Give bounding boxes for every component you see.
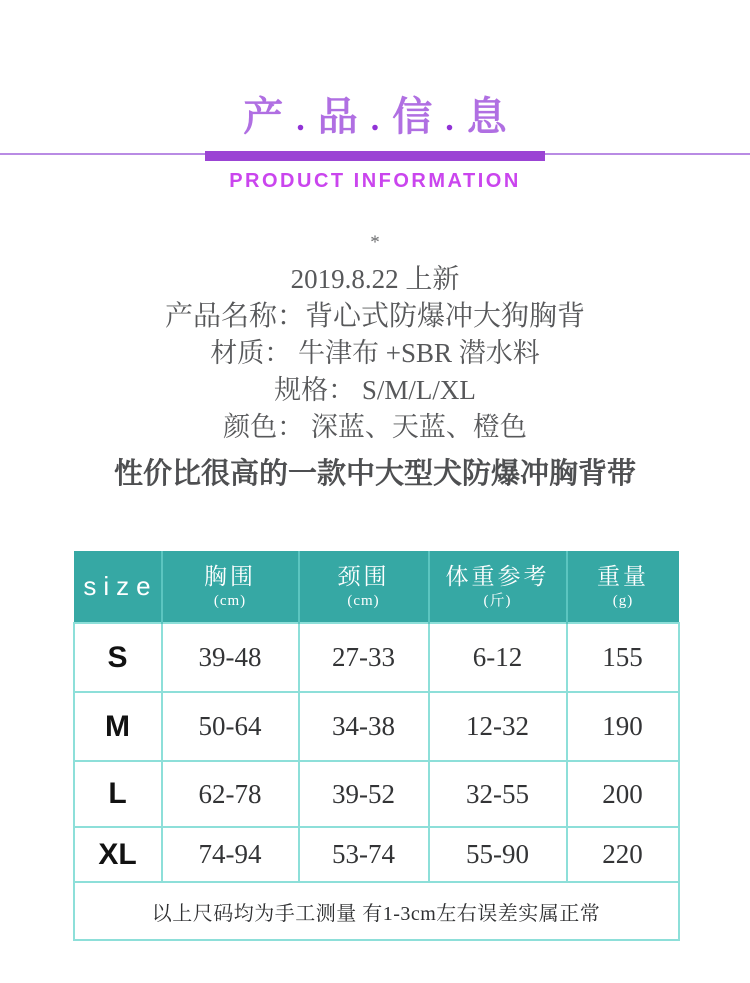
title-char: 信 (392, 94, 433, 139)
body-weight-cell: 55-90 (429, 827, 567, 882)
col-header-label: size (83, 570, 158, 601)
title-char: 产 (243, 94, 284, 139)
page-header (0, 0, 750, 193)
col-header-unit: (g) (612, 593, 634, 610)
body-weight-cell: 12-32 (429, 692, 567, 761)
size-cell: XL (74, 827, 162, 882)
title-divider (0, 151, 750, 161)
table-header-row (74, 551, 679, 623)
divider-accent-bar (205, 151, 545, 161)
material-line: 材质： 牛津布 +SBR 潜水料 (210, 338, 540, 368)
weight-cell: 220 (567, 827, 679, 882)
size-cell: L (74, 761, 162, 827)
page-subtitle: PRODUCT INFORMATION (229, 170, 521, 192)
size-table (73, 551, 680, 941)
col-header-unit: (斤) (483, 593, 512, 610)
asterisk-mark: * (370, 232, 380, 253)
product-details (0, 261, 750, 446)
chest-cell: 39-48 (162, 623, 299, 692)
chest-cell: 62-78 (162, 761, 299, 827)
col-header-unit: (cm) (347, 593, 380, 610)
col-header-label: 体重参考 (445, 563, 550, 589)
table-row-xl (74, 827, 679, 882)
col-header-label: 重量 (597, 563, 649, 589)
size-table-container (73, 551, 678, 941)
col-header-label: 胸围 (204, 563, 256, 589)
tagline: 性价比很高的一款中大型犬防爆冲胸背带 (113, 458, 636, 490)
title-char: 品 (317, 94, 358, 139)
table-row-l (74, 761, 679, 827)
col-header-weight (567, 551, 679, 623)
col-header-neck (299, 551, 429, 623)
table-row-m (74, 692, 679, 761)
col-header-body-weight (429, 551, 567, 623)
chest-cell: 74-94 (162, 827, 299, 882)
col-header-unit: (cm) (213, 593, 247, 610)
size-cell: S (74, 623, 162, 692)
col-header-chest (162, 551, 299, 623)
title-dot: . (296, 101, 305, 138)
neck-cell: 53-74 (299, 827, 429, 882)
col-header-size (74, 551, 162, 623)
table-note-row (74, 882, 679, 940)
title-char: 息 (466, 94, 507, 139)
title-dot: . (370, 101, 380, 138)
product-name: 产品名称：背心式防爆冲大狗胸背 (164, 301, 585, 332)
col-header-label: 颈围 (337, 563, 390, 589)
weight-cell: 190 (567, 692, 679, 761)
size-cell: M (74, 692, 162, 761)
body-weight-cell: 32-55 (429, 761, 567, 827)
neck-cell: 34-38 (299, 692, 429, 761)
body-weight-cell: 6-12 (429, 623, 567, 692)
page-title (0, 94, 750, 139)
weight-cell: 155 (567, 623, 679, 692)
table-note: 以上尺码均为手工测量 有1-3cm左右误差实属正常 (74, 882, 679, 940)
neck-cell: 27-33 (299, 623, 429, 692)
title-dot: . (445, 101, 454, 138)
table-row-s (74, 623, 679, 692)
spec-line: 规格： S/M/L/XL (274, 375, 476, 405)
chest-cell: 50-64 (162, 692, 299, 761)
neck-cell: 39-52 (299, 761, 429, 827)
color-options-line: 颜色： 深蓝、天蓝、橙色 (223, 412, 527, 442)
weight-cell: 200 (567, 761, 679, 827)
release-date: 2019.8.22 上新 (290, 264, 460, 294)
